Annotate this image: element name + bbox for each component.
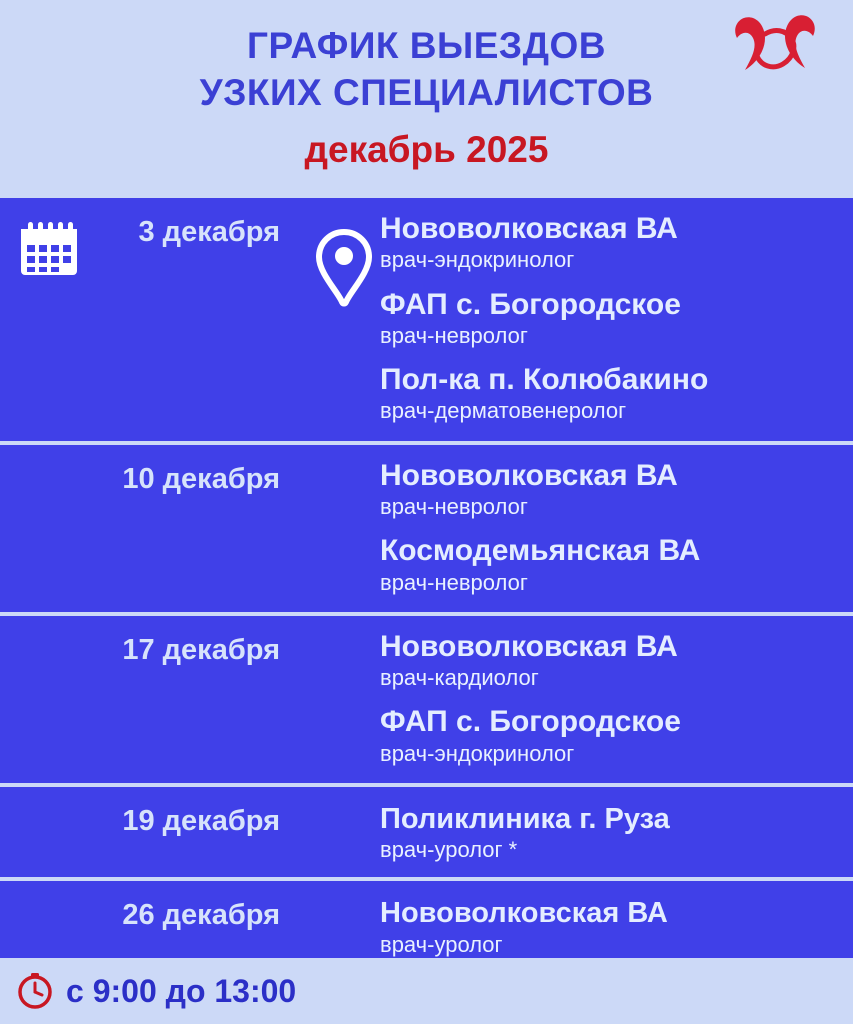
list-item — [380, 630, 843, 692]
pin-icon-wrap — [308, 212, 380, 425]
schedule-row — [0, 445, 853, 616]
page-title-line1: ГРАФИК ВЫЕЗДОВ — [247, 25, 606, 66]
facility-name: Нововолковская ВА — [380, 897, 668, 930]
schedule-row-place-cell — [300, 616, 853, 783]
poster-footer — [0, 958, 853, 1024]
schedule-row — [0, 787, 853, 881]
list-item — [380, 212, 843, 274]
schedule-list — [0, 198, 853, 972]
schedule-row-date-cell — [0, 616, 300, 685]
schedule-row-date-cell — [0, 445, 300, 514]
schedule-date: 26 декабря — [122, 899, 280, 932]
page-subtitle: декабрь 2025 — [304, 128, 549, 170]
facility-name: Поликлиника г. Руза — [380, 803, 670, 836]
schedule-row-date-cell — [0, 881, 300, 950]
location-pin-icon — [308, 226, 380, 312]
specialist-name: врач-невролог — [380, 493, 528, 519]
facility-name: Нововолковская ВА — [380, 212, 678, 245]
list-item — [380, 363, 843, 425]
facility-name: Нововолковская ВА — [380, 629, 678, 663]
schedule-date: 10 декабря — [122, 462, 280, 495]
specialist-name: врач-уролог — [380, 931, 503, 957]
specialist-name: врач-уролог * — [380, 837, 518, 863]
calendar-icon — [18, 220, 80, 278]
specialist-name: врач-невролог — [380, 569, 528, 595]
heart-logo-icon — [727, 8, 823, 80]
schedule-row — [0, 616, 853, 787]
specialist-name: врач-эндокринолог — [380, 247, 575, 273]
facility-name: Пол-ка п. Колюбакино — [380, 363, 709, 397]
schedule-row — [0, 198, 853, 445]
pin-icon-spacer — [308, 897, 380, 957]
working-hours: с 9:00 до 13:00 — [66, 972, 297, 1009]
schedule-date: 19 декабря — [122, 805, 280, 838]
pin-icon-spacer — [308, 459, 380, 596]
schedule-row-date-cell — [0, 787, 300, 856]
schedule-row-place-cell — [300, 198, 853, 441]
facility-name: Нововолковская ВА — [380, 458, 678, 492]
list-item — [380, 705, 843, 767]
facility-name: Космодемьянская ВА — [380, 534, 701, 568]
facility-name: ФАП с. Богородское — [380, 705, 681, 739]
poster-header — [0, 0, 853, 198]
list-item — [380, 288, 843, 350]
schedule-row-place-cell — [300, 445, 853, 612]
clock-icon — [16, 972, 54, 1010]
schedule-date: 3 декабря — [138, 216, 280, 248]
pin-icon-spacer — [308, 630, 380, 767]
specialist-name: врач-дерматовенеролог — [380, 398, 627, 424]
list-item — [380, 803, 843, 863]
list-item — [380, 459, 843, 521]
facility-name: ФАП с. Богородское — [380, 287, 681, 321]
schedule-date: 17 декабря — [122, 633, 280, 666]
list-item — [380, 534, 843, 596]
list-item — [380, 897, 843, 957]
schedule-row-date-cell — [0, 198, 300, 267]
specialist-name: врач-кардиолог — [380, 665, 539, 691]
specialist-name: врач-эндокринолог — [380, 740, 575, 766]
page-title-line2: УЗКИХ СПЕЦИАЛИСТОВ — [199, 72, 654, 114]
specialist-name: врач-невролог — [380, 322, 528, 348]
pin-icon-spacer — [308, 803, 380, 863]
schedule-row-place-cell — [300, 787, 853, 877]
